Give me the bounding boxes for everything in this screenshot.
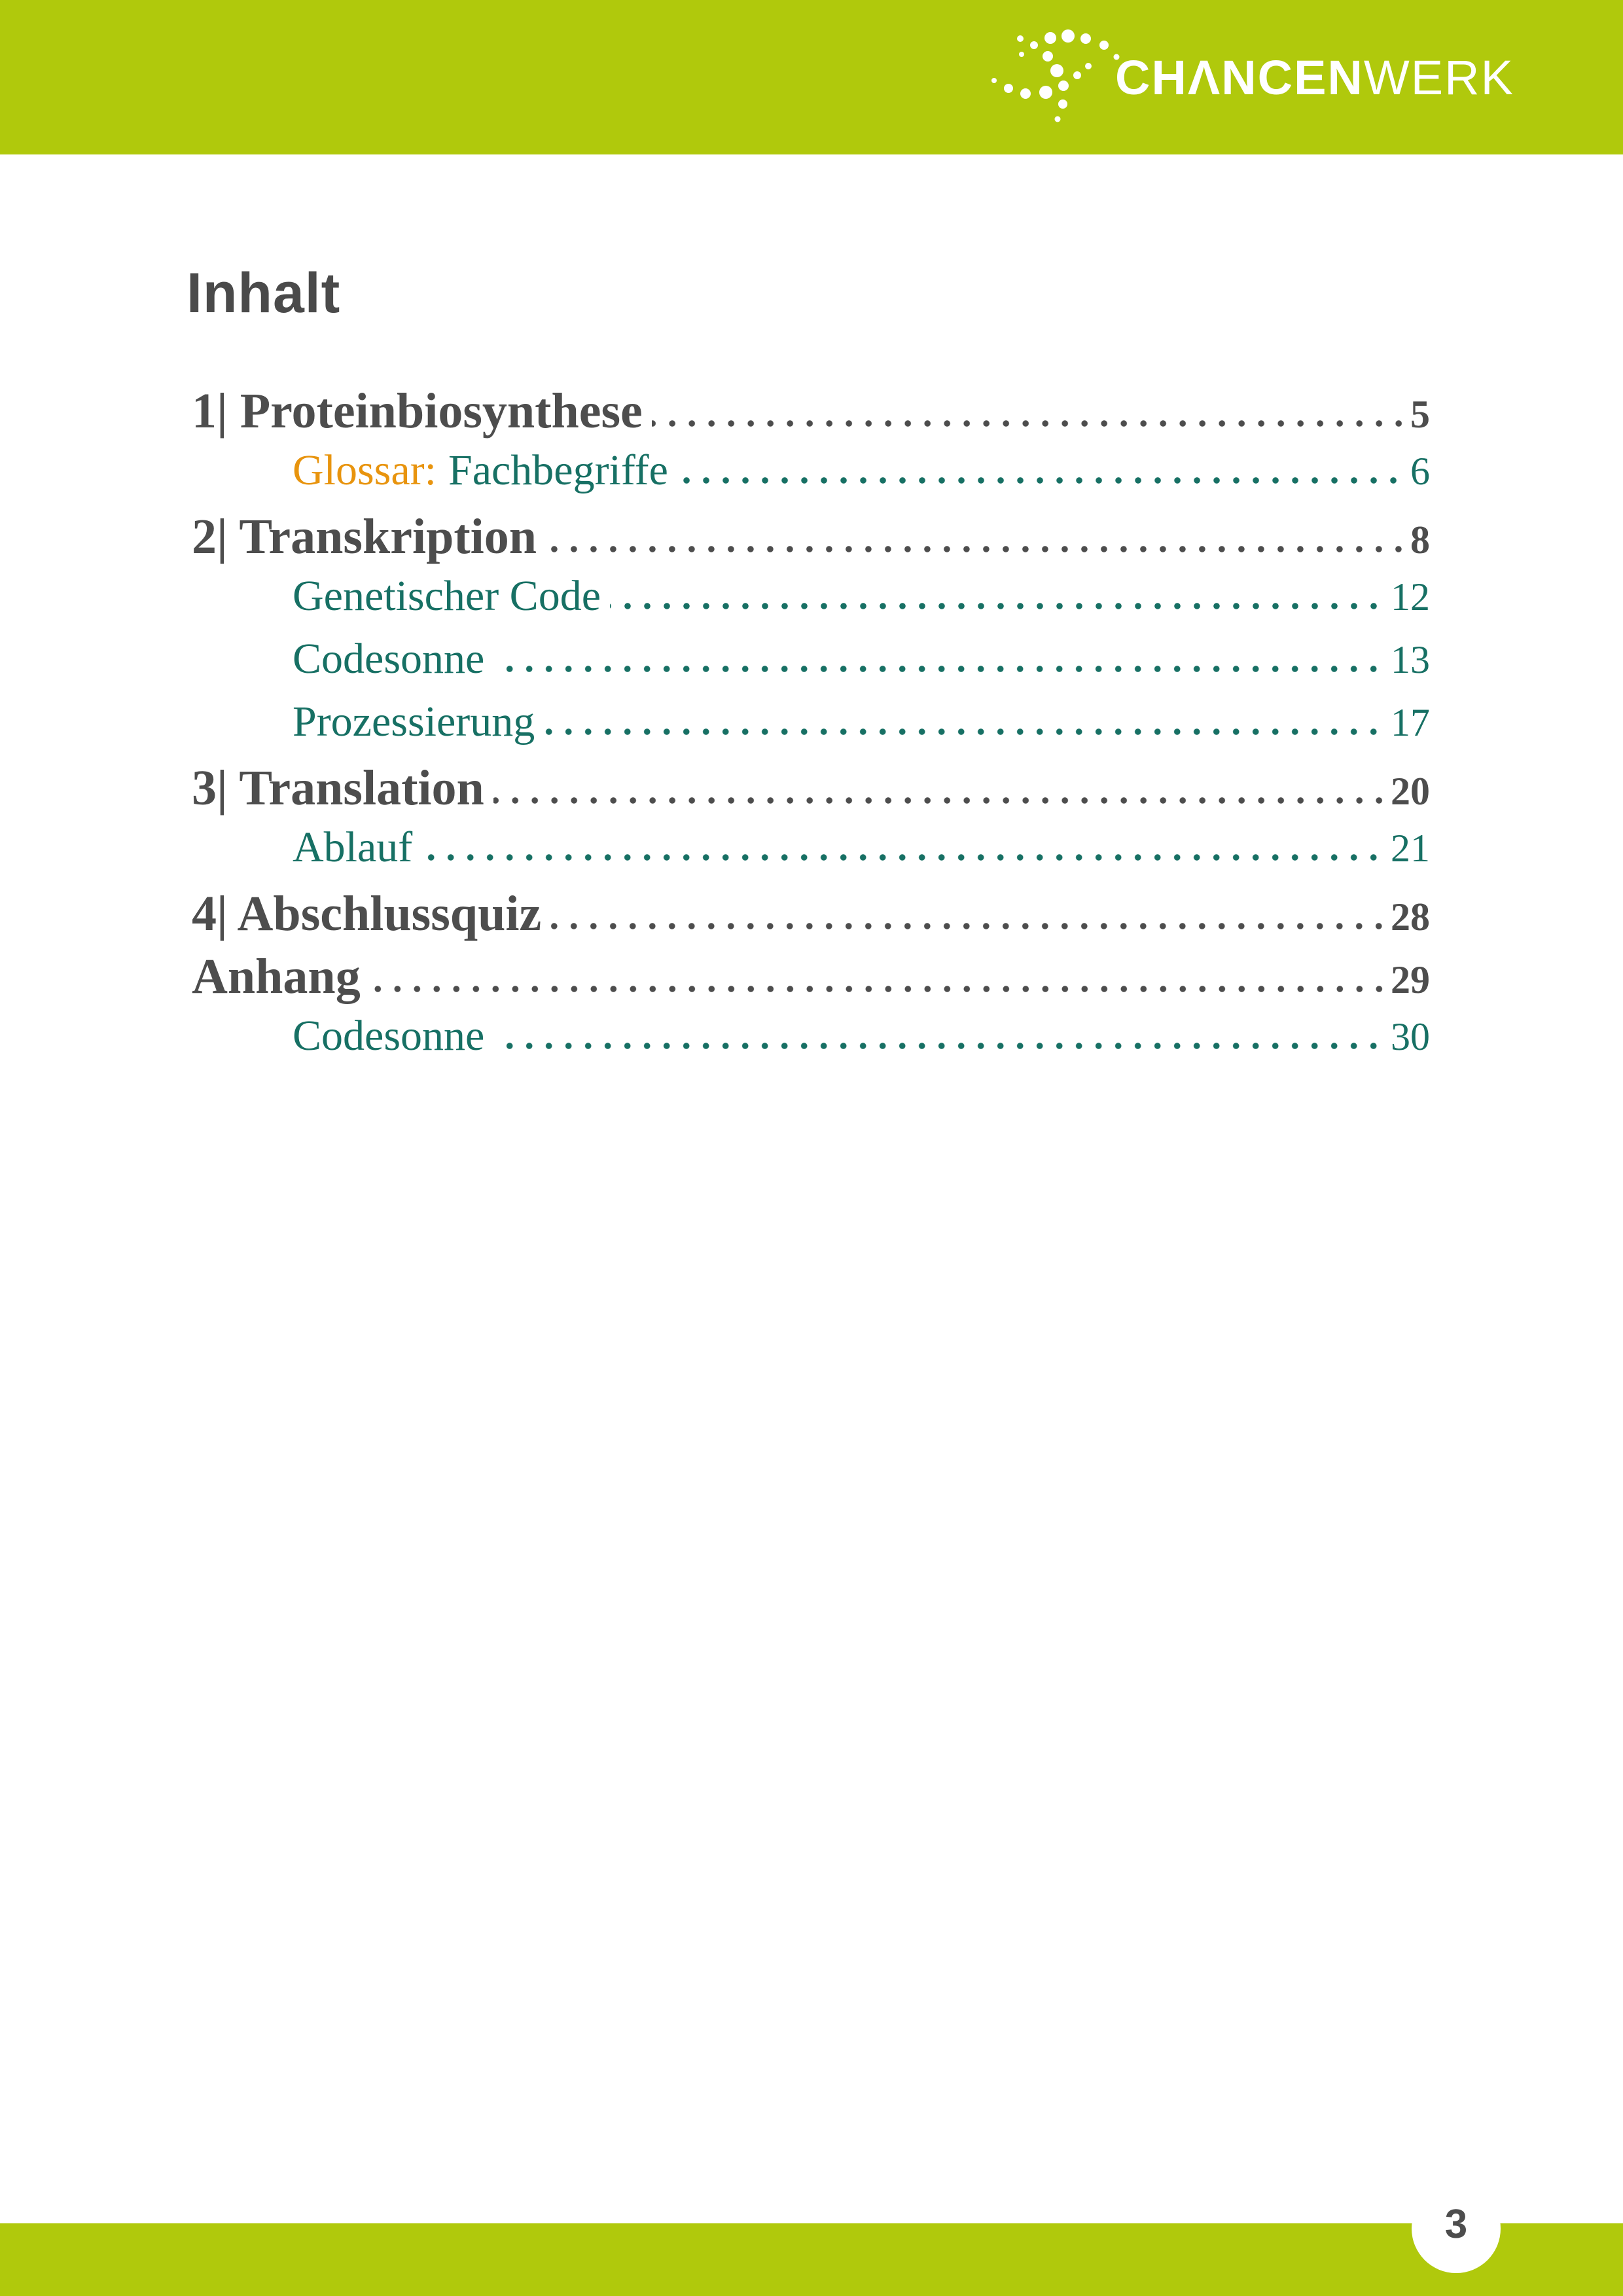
toc-entry[interactable] <box>192 446 1430 509</box>
toc-entry-page: 28 <box>1391 895 1430 939</box>
toc-entry-page: 17 <box>1391 701 1430 744</box>
toc-entry-label: Codesonne <box>293 1012 485 1060</box>
toc-entry-label: Prozessierung <box>293 698 535 745</box>
toc-entry-page: 6 <box>1410 450 1430 493</box>
toc-entry-page: 13 <box>1391 638 1430 681</box>
page-number-badge <box>1412 2184 1501 2273</box>
toc-entry-page: 29 <box>1391 958 1430 1001</box>
toc-entry[interactable] <box>192 823 1430 886</box>
toc-entry-label: Anhang <box>192 949 361 1004</box>
toc-entry-label: Codesonne <box>293 635 485 683</box>
header-bar <box>0 0 1623 154</box>
toc-entry[interactable] <box>192 886 1430 948</box>
toc-entry[interactable] <box>192 1011 1430 1074</box>
toc-entry[interactable] <box>192 948 1430 1011</box>
toc-entry[interactable] <box>192 634 1430 697</box>
dot-leader <box>610 602 1383 610</box>
toc-entry-page: 5 <box>1410 393 1430 436</box>
footer-bar <box>0 2223 1623 2296</box>
toc-entry-page: 8 <box>1410 518 1430 562</box>
toc-entry[interactable] <box>192 697 1430 760</box>
toc-entry-label: Genetischer Code <box>293 572 601 620</box>
dot-leader <box>550 922 1389 930</box>
dot-leader <box>493 1042 1383 1050</box>
toc-entry-label: 2| Transkription <box>192 509 537 564</box>
toc-entry-label: 1| Proteinbiosynthese <box>192 384 643 439</box>
toc-entry[interactable] <box>192 571 1430 634</box>
toc-entry[interactable] <box>192 509 1430 571</box>
toc-entry-page: 21 <box>1391 827 1430 870</box>
toc-entry-label: 4| Abschlussquiz <box>192 886 542 941</box>
toc-entry-label: Fachbegriffe <box>448 446 668 494</box>
dot-leader <box>493 665 1383 673</box>
toc-list <box>192 383 1430 1074</box>
toc-entry-prefix: Glossar: <box>293 446 437 494</box>
toc-entry-page: 30 <box>1391 1015 1430 1058</box>
dot-leader <box>546 545 1408 553</box>
dot-leader <box>421 853 1383 861</box>
dot-leader <box>677 476 1403 484</box>
toc-entry-label: 3| Translation <box>192 761 484 816</box>
dot-leader <box>652 420 1408 427</box>
dot-leader <box>544 728 1383 736</box>
toc-entry[interactable] <box>192 383 1430 446</box>
page-number: 3 <box>1444 2201 1468 2247</box>
dot-leader <box>370 985 1389 993</box>
chancenwerk-wordmark <box>1115 0 1514 154</box>
brand-bold-text: CHΛNCEN <box>1115 50 1364 105</box>
toc-entry[interactable] <box>192 760 1430 823</box>
toc-entry-page: 12 <box>1391 575 1430 619</box>
chancenwerk-logo-icon <box>990 26 1121 126</box>
toc-entry-page: 20 <box>1391 770 1430 813</box>
toc-entry-label: Ablauf <box>293 823 413 871</box>
page-title: Inhalt <box>187 262 341 325</box>
brand-light-text: WERK <box>1363 50 1514 105</box>
dot-leader <box>493 797 1389 804</box>
